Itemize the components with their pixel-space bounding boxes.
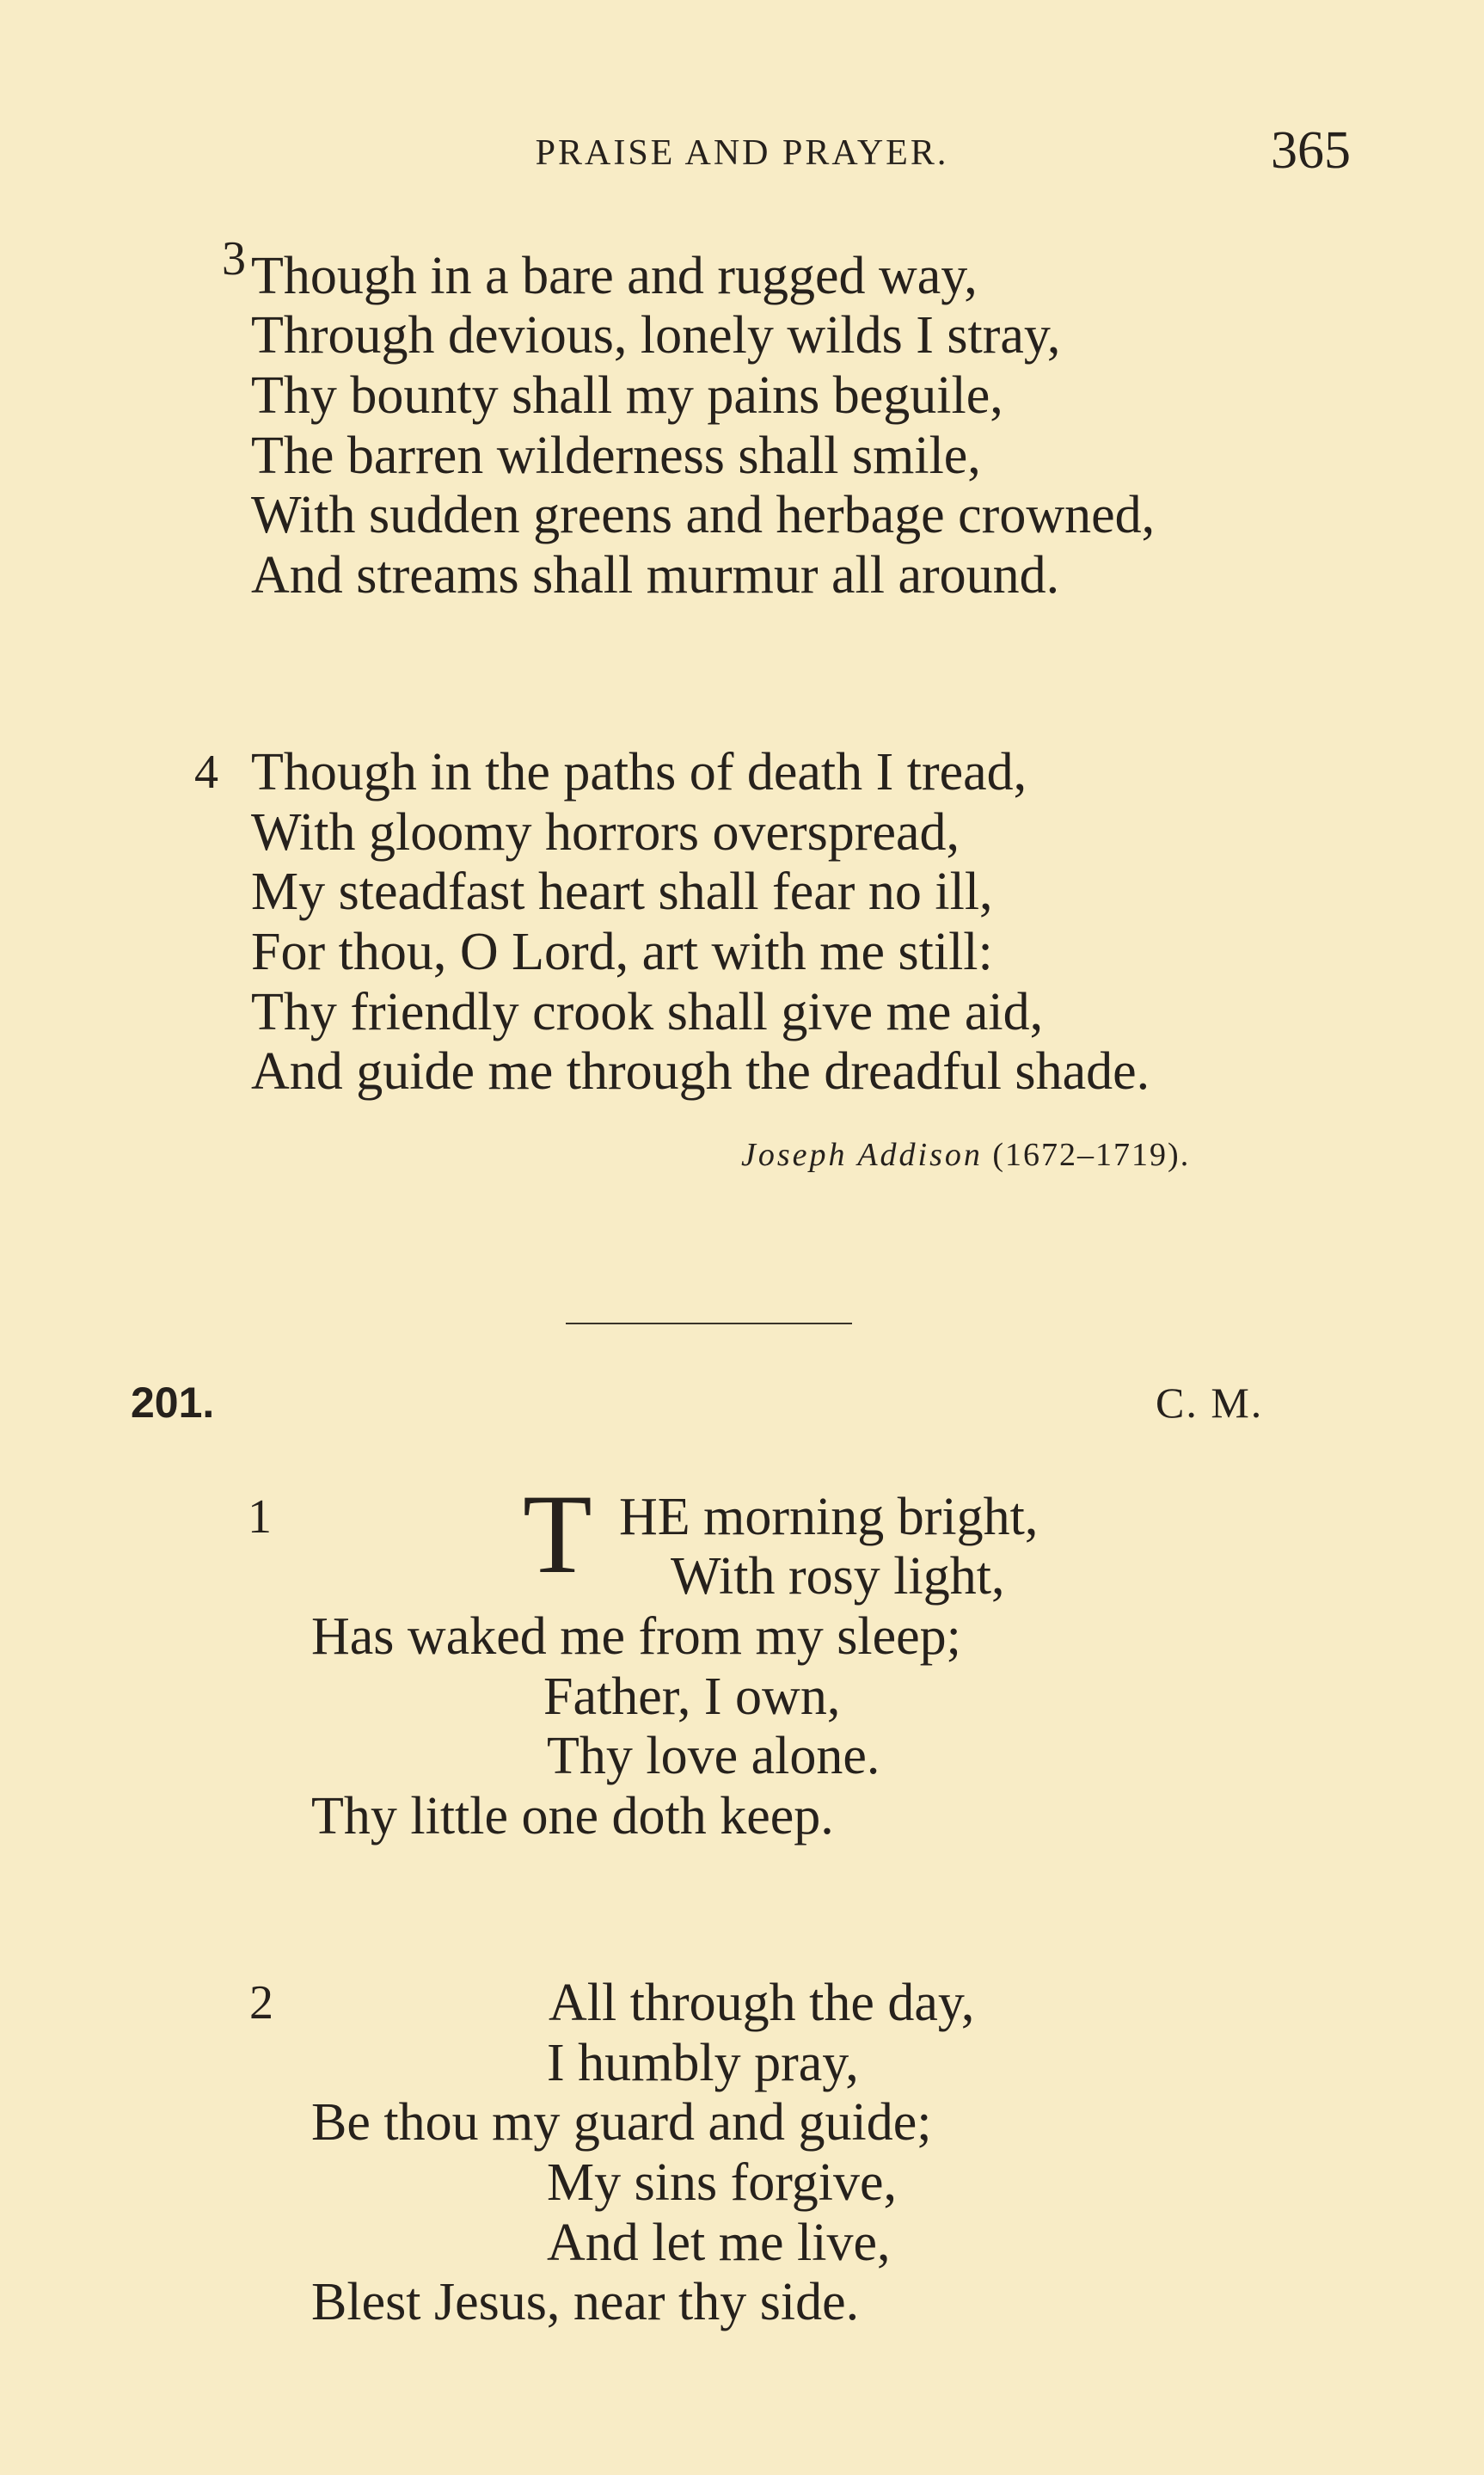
stanza-number: 1 [248, 1490, 272, 1544]
verse-line: Father, I own, [543, 1667, 841, 1726]
verse-line: And guide me through the dreadful shade. [251, 1042, 1150, 1101]
verse-line: Thy bounty shall my pains beguile, [251, 366, 1003, 425]
verse-line: Be thou my guard and guide; [311, 2093, 932, 2152]
section-divider [566, 1323, 852, 1324]
verse-line: Though in the paths of death I tread, [251, 743, 1027, 801]
verse-line: And let me live, [547, 2214, 891, 2272]
stanza-number: 3 [222, 232, 246, 286]
author-name: Joseph Addison [741, 1137, 983, 1173]
verse-line: Thy love alone. [547, 1727, 880, 1785]
verse-line: Through devious, lonely wilds I stray, [251, 306, 1061, 365]
verse-line: Though in a bare and rugged way, [251, 247, 978, 305]
drop-cap: T [523, 1471, 592, 1597]
running-title: PRAISE AND PRAYER. [535, 133, 949, 173]
verse-line: My sins forgive, [547, 2153, 898, 2212]
hymn-meter: C. M. [1156, 1379, 1264, 1427]
attribution [741, 1133, 1190, 1176]
verse-line: I humbly pray, [547, 2034, 859, 2092]
verse-line: Blest Jesus, near thy side. [311, 2273, 860, 2331]
author-dates: (1672–1719). [992, 1137, 1191, 1173]
verse-line: My steadfast heart shall fear no ill, [251, 863, 993, 921]
verse-line: For thou, O Lord, art with me still: [251, 923, 993, 981]
verse-line: All through the day, [549, 1974, 975, 2032]
verse-line: HE morning bright, [619, 1488, 1039, 1546]
verse-line: Thy friendly crook shall give me aid, [251, 983, 1044, 1041]
verse-line: Has waked me from my sleep; [311, 1607, 961, 1666]
stanza-number: 4 [194, 746, 218, 799]
stanza-number: 2 [249, 1976, 273, 2030]
verse-line: With sudden greens and herbage crowned, [251, 486, 1156, 544]
verse-line: The barren wilderness shall smile, [251, 427, 981, 485]
verse-line: Thy little one doth keep. [311, 1787, 834, 1846]
verse-line: With gloomy horrors overspread, [251, 803, 960, 862]
verse-line: And streams shall murmur all around. [251, 546, 1060, 605]
hymn-number: 201. [131, 1379, 215, 1427]
page-number: 365 [1271, 121, 1351, 180]
verse-line: With rosy light, [671, 1547, 1005, 1606]
